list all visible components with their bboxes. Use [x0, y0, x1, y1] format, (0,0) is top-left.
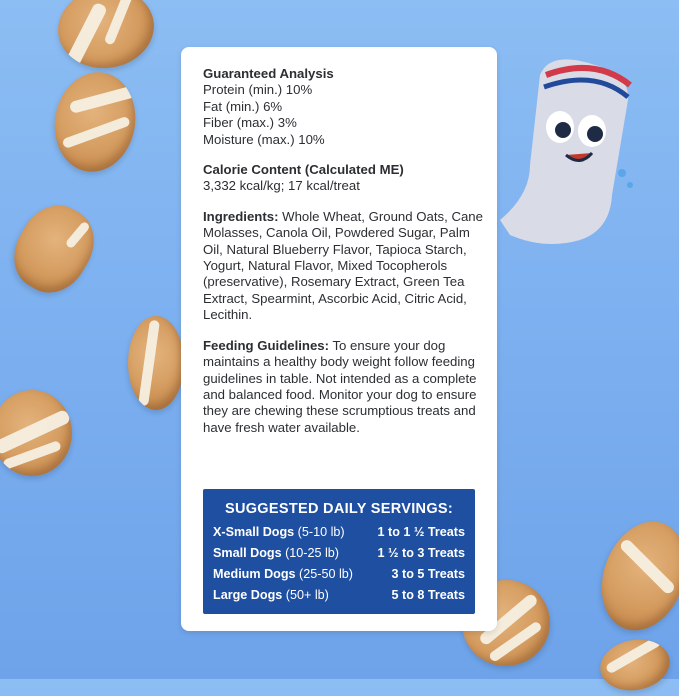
servings-title: SUGGESTED DAILY SERVINGS:: [224, 501, 453, 517]
serving-amount: 5 to 8 Treats: [391, 588, 465, 602]
serving-dog: Large Dogs: [213, 588, 283, 602]
sock-mascot-illustration: [500, 45, 650, 265]
feeding-text: To ensure your dog maintains a healthy body weight follow feeding guidelines in table. Not intended as a complete and balanced food. Monitor your dog to ensure they are chewing these scrumptious treats and have fresh water available.: [203, 337, 477, 435]
cookie-treat-image: [53, 0, 159, 74]
info-card-content: [203, 66, 483, 436]
feeding-label: Feeding Guidelines:: [203, 337, 330, 353]
serving-amount: 1 ½ to 3 Treats: [377, 546, 465, 560]
analysis-row: Moisture (max.) 10%: [203, 131, 325, 147]
serving-amount: 3 to 5 Treats: [391, 567, 465, 581]
analysis-row: Protein (min.) 10%: [203, 82, 313, 98]
ingredients-text: Whole Wheat, Ground Oats, Cane Molasses, Canola Oil, Powdered Sugar, Palm Oil, Natural Blueberry Flavor, Tapioca Starch, Yogurt, Natural Flavor, Mixed Tocopherols (preservative), Rosemary Extract, Green Tea Extract, Spearmint, Ascorbic Acid, Citric Acid, Lecithin.: [203, 208, 483, 323]
calorie-heading: Calorie Content (Calculated ME): [203, 162, 404, 178]
info-card: [181, 47, 497, 631]
serving-dog: Small Dogs: [213, 546, 282, 560]
serving-range: (5-10 lb): [294, 525, 345, 539]
calorie-value: 3,332 kcal/kg; 17 kcal/treat: [203, 178, 360, 194]
serving-amount: 1 to 1 ½ Treats: [377, 525, 465, 539]
analysis-row: Fiber (max.) 3%: [203, 115, 297, 131]
analysis-row: Fat (min.) 6%: [203, 98, 283, 114]
analysis-heading: Guaranteed Analysis: [203, 66, 334, 81]
serving-range: (50+ lb): [282, 588, 329, 602]
ingredients-paragraph: [203, 209, 483, 324]
feeding-paragraph: [203, 338, 483, 436]
serving-dog: X-Small Dogs: [213, 525, 295, 539]
servings-panel: [203, 489, 475, 614]
cookie-treat-image: [128, 316, 184, 410]
cookie-treat-image: [1, 193, 107, 305]
ingredients-label: Ingredients:: [203, 208, 279, 224]
serving-range: (25-50 lb): [295, 567, 353, 581]
cookie-treat-image: [596, 634, 674, 695]
serving-dog: Medium Dogs: [213, 567, 296, 581]
cookie-treat-image: [0, 390, 72, 476]
cookie-treat-image: [47, 66, 143, 178]
serving-range: (10-25 lb): [281, 546, 339, 560]
cookie-treat-image: [587, 510, 679, 643]
